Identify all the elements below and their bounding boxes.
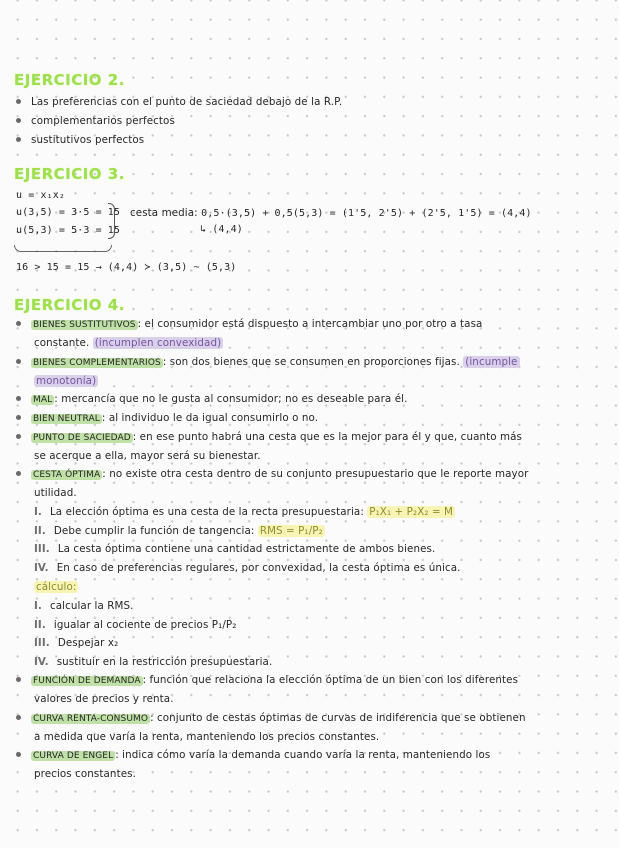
punto-saciedad-cont: se acerque a ella, mayor será su bienestar. bbox=[34, 450, 261, 462]
calculo-step-3: III. Despejar x₂ bbox=[34, 637, 119, 649]
bienes-complementarios: BIENES COMPLEMENTARIOS : son dos bienes que se consumen en proporciones fijas. (incumple bbox=[16, 356, 520, 368]
exercise-3-conclusion: 16 > 15 = 15 → (4,4) ≻ (3,5) ~ (5,3) bbox=[16, 262, 237, 273]
bullet-icon bbox=[16, 359, 21, 364]
bullet-icon bbox=[16, 715, 21, 720]
calculo-step-2: II. igualar al cociente de precios P₁/P₂ bbox=[34, 619, 237, 631]
mal-definition: MAL : mercancía que no le gusta al consumidor; no es deseable para él. bbox=[16, 393, 407, 405]
curva-renta-consumo-cont: a medida que varía la renta, manteniendo los precios constantes. bbox=[34, 731, 380, 743]
bienes-sustitutivos-cont: constante. (incumplen convexidad) bbox=[34, 337, 222, 349]
calculo-step-4: IV. sustituir en la restricción presupuestaria. bbox=[34, 656, 273, 668]
bienes-complementarios-cont: monotonía) bbox=[36, 375, 97, 387]
under-brace bbox=[14, 245, 112, 252]
cesta-optima-point-4: IV. En caso de preferencias regulares, por convexidad, la cesta óptima es única. bbox=[34, 562, 461, 574]
bullet-icon bbox=[16, 752, 21, 757]
cesta-optima-point-2: II. Debe cumplir la función de tangencia: RMS = P₁/P₂ bbox=[34, 525, 323, 537]
funcion-demanda-cont: valores de precios y renta. bbox=[34, 693, 174, 705]
funcion-demanda-definition: FUNCIÓN DE DEMANDA : función que relaciona la elección óptima de un bien con los diferentes bbox=[16, 674, 518, 686]
calculo-step-1: I. calcular la RMS. bbox=[34, 600, 134, 612]
exercise-3-heading: EJERCICIO 3. bbox=[14, 165, 125, 183]
bullet-icon bbox=[16, 396, 21, 401]
bullet-icon bbox=[16, 677, 21, 682]
cesta-media-line: cesta media: 0,5·(3,5) + 0,5(5,3) = (1'5, 2'5) + (2'5, 1'5) = (4,4) bbox=[130, 207, 532, 219]
bien-neutral-definition: BIEN NEUTRAL : al individuo le da igual consumirlo o no. bbox=[16, 412, 318, 424]
cesta-optima-cont: utilidad. bbox=[34, 487, 77, 499]
calculo-label: cálculo: bbox=[36, 581, 77, 593]
utility-bundle-1: u(3,5) = 3·5 = 15 bbox=[16, 207, 121, 218]
curva-engel-cont: precios constantes. bbox=[34, 768, 136, 780]
cesta-optima-point-3: III. La cesta óptima contiene una cantidad estrictamente de ambos bienes. bbox=[34, 543, 436, 555]
bullet-icon bbox=[16, 321, 21, 326]
exercise-2-item: Las preferencias con el punto de saciedad debajo de la R.P. bbox=[16, 96, 342, 108]
exercise-2-item: complementarios perfectos bbox=[16, 115, 175, 127]
exercise-2-item: sustitutivos perfectos bbox=[16, 134, 144, 146]
bullet-icon bbox=[16, 471, 21, 476]
curva-renta-consumo-definition: CURVA RENTA-CONSUMO : conjunto de cestas óptimas de curvas de indiferencia que se obtienen bbox=[16, 712, 526, 724]
bienes-sustitutivos: BIENES SUSTITUTIVOS : el consumidor está dispuesto a intercambiar uno por otro a tasa bbox=[16, 318, 482, 330]
utility-bundle-2: u(5,3) = 5·3 = 15 bbox=[16, 225, 121, 236]
bullet-icon bbox=[16, 99, 21, 104]
cesta-media-result: ↳ (4,4) bbox=[200, 224, 243, 235]
bullet-icon bbox=[16, 434, 21, 439]
bullet-icon bbox=[16, 415, 21, 420]
cesta-optima-point-1: I. La elección óptima es una cesta de la recta presupuestaria: P₁X₁ + P₂X₂ = M bbox=[34, 506, 454, 518]
punto-saciedad-definition: PUNTO DE SACIEDAD : en ese punto habrá una cesta que es la mejor para él y que, cuanto más bbox=[16, 431, 522, 443]
right-brace bbox=[108, 203, 115, 239]
exercise-4-heading: EJERCICIO 4. bbox=[14, 296, 125, 314]
bullet-icon bbox=[16, 118, 21, 123]
utility-function: u = x₁x₂ bbox=[16, 190, 65, 201]
exercise-2-heading: EJERCICIO 2. bbox=[14, 71, 125, 89]
cesta-optima-definition: CESTA ÓPTIMA : no existe otra cesta dentro de su conjunto presupuestario que le reporte mayor bbox=[16, 468, 528, 480]
curva-engel-definition: CURVA DE ENGEL : indica cómo varía la demanda cuando varía la renta, manteniendo los bbox=[16, 749, 490, 761]
bullet-icon bbox=[16, 137, 21, 142]
